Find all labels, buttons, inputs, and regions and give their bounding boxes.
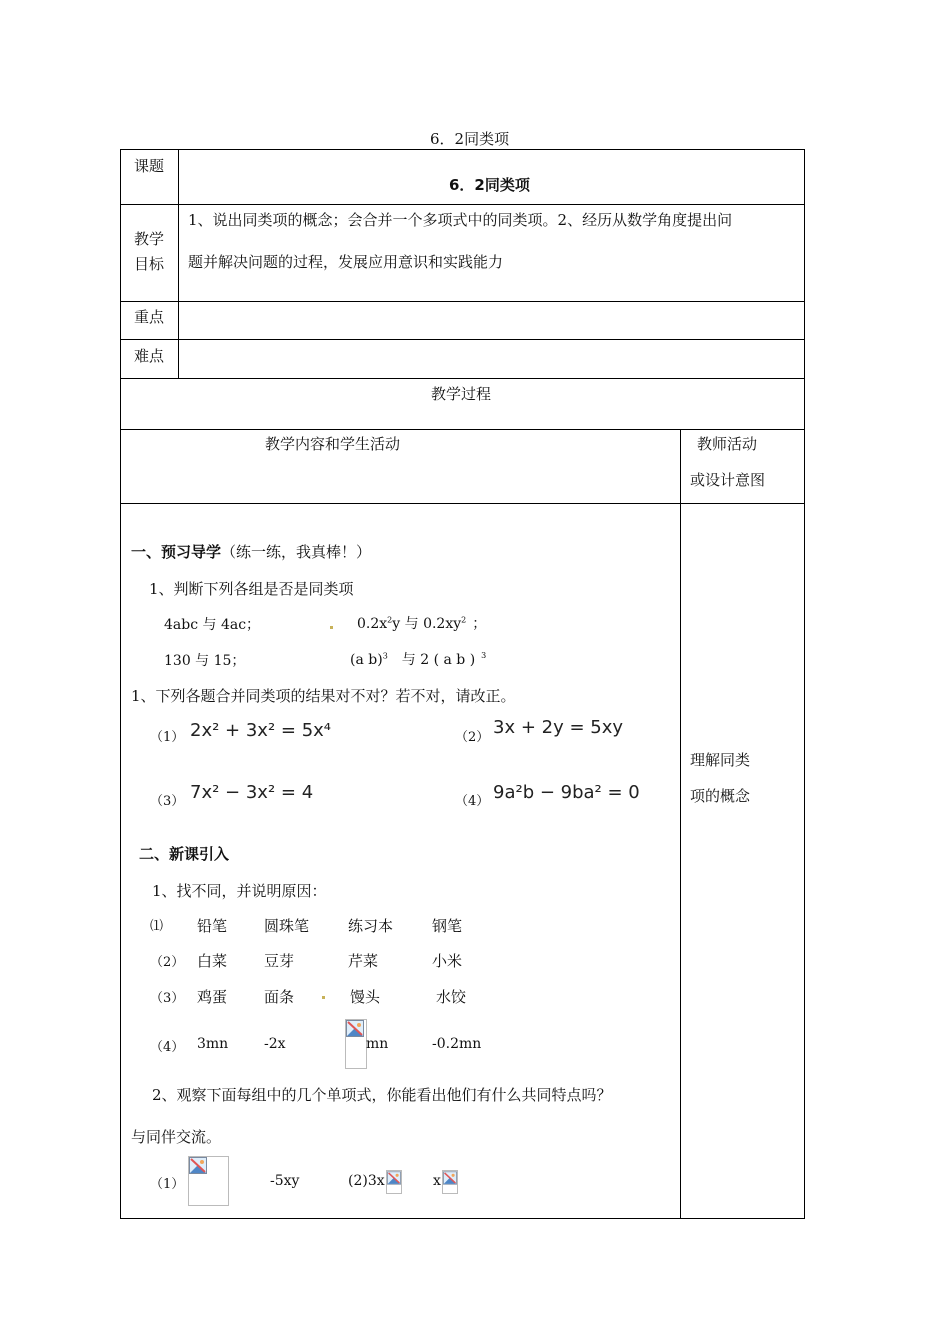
pair1-left: 4abc 与 4ac； bbox=[164, 617, 261, 633]
difficult-point-label: 难点 bbox=[134, 347, 165, 365]
group2-item-d: 小米 bbox=[432, 952, 463, 970]
item4-expression: 9a²b − 9ba² = 0 bbox=[493, 782, 640, 803]
item3-expression: 7x² − 3x² = 4 bbox=[190, 782, 314, 803]
section2-heading: 二、新课引入 bbox=[139, 845, 230, 863]
broken-image-icon bbox=[345, 1019, 367, 1069]
group3-item-d: 水饺 bbox=[436, 988, 467, 1006]
side-note-line2: 项的概念 bbox=[690, 787, 751, 805]
group2-item-c: 芹菜 bbox=[348, 952, 379, 970]
section2-question2-line1: 2、观察下面每组中的几个单项式，你能看出他们有什么共同特点吗？ bbox=[152, 1086, 612, 1104]
last-group1-num: （1） bbox=[150, 1177, 185, 1192]
key-point-label: 重点 bbox=[134, 308, 165, 326]
pair1-right: $0.2x^2y$ 与 $0.2xy^2$ ； bbox=[357, 615, 487, 632]
group4-item-c: mn bbox=[366, 1036, 389, 1052]
broken-image-icon bbox=[188, 1156, 229, 1206]
item3-num: （3） bbox=[150, 794, 185, 809]
group3-num: （3） bbox=[150, 991, 185, 1006]
group1-item-c: 练习本 bbox=[348, 917, 394, 935]
broken-image-icon bbox=[442, 1170, 458, 1194]
item1-num: （1） bbox=[150, 730, 185, 745]
group2-item-b: 豆芽 bbox=[264, 952, 295, 970]
stray-mark bbox=[322, 996, 325, 999]
teacher-column-header-line2: 或设计意图 bbox=[690, 471, 766, 489]
section1-question1: 1、判断下列各组是否是同类项 bbox=[149, 580, 354, 598]
group1-item-a: 铅笔 bbox=[197, 917, 228, 935]
pair2-left: 130 与 15； bbox=[164, 653, 246, 669]
item2-num: （2） bbox=[455, 730, 490, 745]
group4-num: （4） bbox=[150, 1040, 185, 1055]
group4-item-a: 3mn bbox=[197, 1036, 229, 1052]
goal-label-line1: 教学 bbox=[134, 230, 165, 248]
item4-num: （4） bbox=[455, 794, 490, 809]
group4-item-d: -0.2mn bbox=[432, 1036, 482, 1052]
goal-text-line1: 1、说出同类项的概念；会合并一个多项式中的同类项。2、经历从数学角度提出问 bbox=[188, 211, 733, 229]
section2-question1: 1、找不同，并说明原因： bbox=[152, 882, 327, 900]
group3-item-b: 面条 bbox=[264, 988, 295, 1006]
goal-text-line2: 题并解决问题的过程，发展应用意识和实践能力 bbox=[188, 253, 504, 271]
group1-item-d: 钢笔 bbox=[432, 917, 463, 935]
topic-value: 6．2同类项 bbox=[449, 176, 530, 194]
topic-label: 课题 bbox=[134, 157, 165, 175]
group1-item-b: 圆珠笔 bbox=[264, 917, 310, 935]
group1-num: ⑴ bbox=[150, 919, 164, 934]
section2-question2-line2: 与同伴交流。 bbox=[131, 1128, 222, 1146]
last-group2-item-x: x bbox=[433, 1173, 441, 1189]
pair2-right: (a b)$^3$ 与 2 ( a b ) $^3$ bbox=[350, 651, 487, 668]
group2-num: （2） bbox=[150, 955, 185, 970]
side-note-line1: 理解同类 bbox=[690, 751, 751, 769]
group4-item-b: -2x bbox=[264, 1036, 286, 1052]
item2-expression: 3x + 2y = 5xy bbox=[493, 717, 624, 738]
section1-question2: 1、下列各题合并同类项的结果对不对？若不对，请改正。 bbox=[131, 687, 516, 705]
item1-expression: 2x² + 3x² = 5x⁴ bbox=[190, 720, 332, 741]
last-group1-item: -5xy bbox=[270, 1173, 300, 1189]
stray-mark bbox=[330, 626, 333, 629]
goal-label-line2: 目标 bbox=[134, 255, 165, 273]
last-group2-num: (2)3x bbox=[348, 1173, 385, 1189]
group3-item-c: 馒头 bbox=[350, 988, 381, 1006]
broken-image-icon bbox=[386, 1170, 402, 1194]
document-title: 6．2同类项 bbox=[430, 130, 510, 148]
content-column-header: 教学内容和学生活动 bbox=[265, 435, 401, 453]
group2-item-a: 白菜 bbox=[197, 952, 228, 970]
section1-heading: 一、预习导学（练一练，我真棒！） bbox=[131, 543, 372, 561]
process-header: 教学过程 bbox=[431, 385, 492, 403]
teacher-column-header-line1: 教师活动 bbox=[697, 435, 758, 453]
group3-item-a: 鸡蛋 bbox=[197, 988, 228, 1006]
